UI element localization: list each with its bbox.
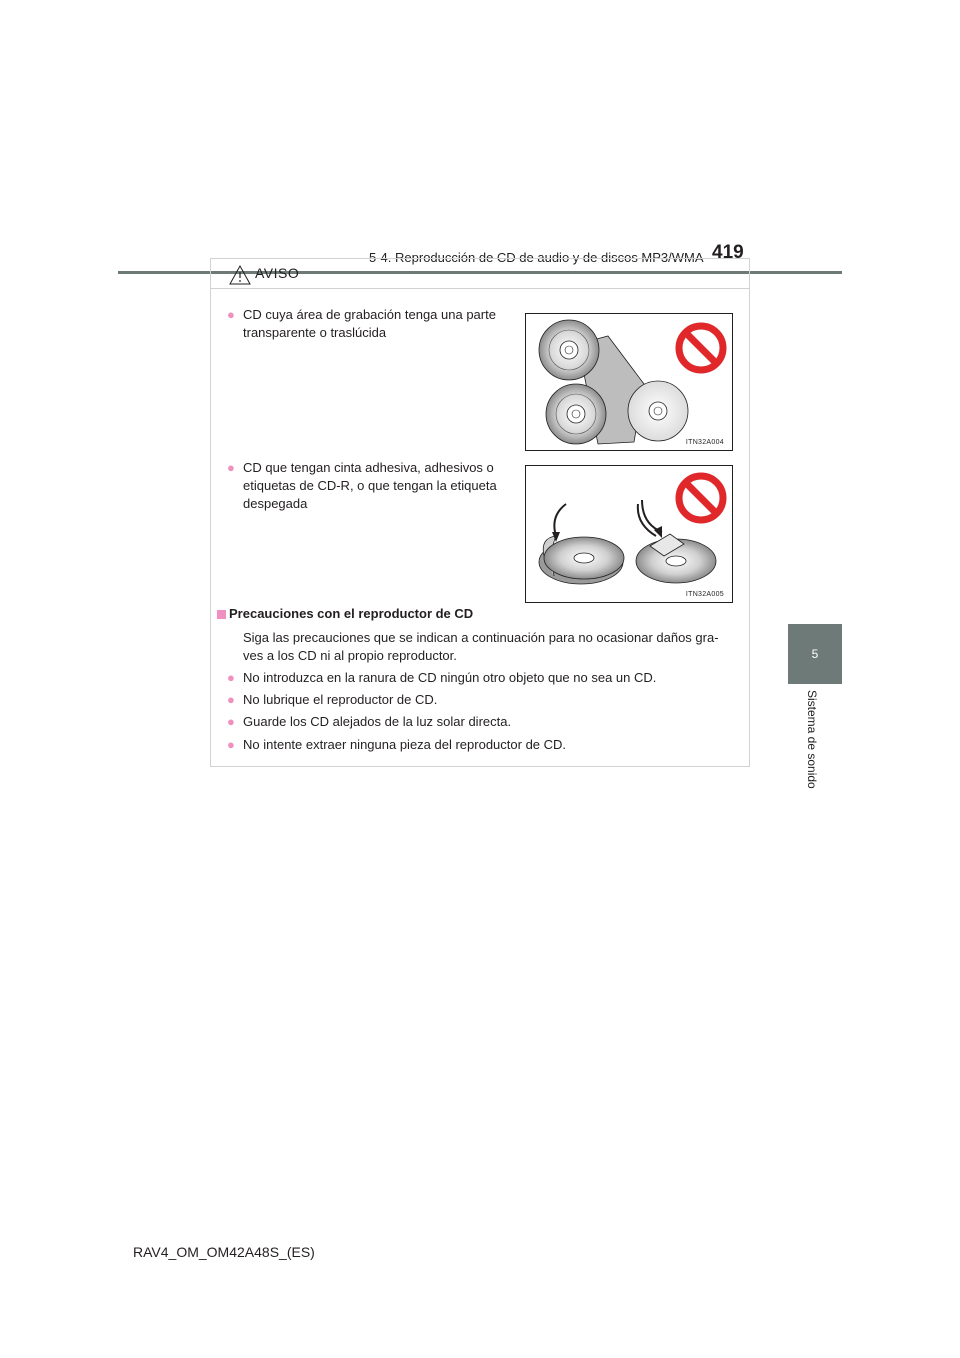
chapter-label: Sistema de sonido [805,690,819,789]
section-title: Precauciones con el reproductor de CD [229,606,474,621]
running-header: 5-4. Reproducción de CD de audio y de discos MP3/WMA [369,250,704,265]
bullet-icon: ● [227,460,235,475]
bullet-icon: ● [227,307,235,322]
figure-code: ITN32A004 [685,439,724,446]
page-number: 419 [712,242,744,263]
bullet-icon: ● [227,737,235,752]
warning-title: AVISO [255,265,300,281]
chapter-tab[interactable] [788,624,842,684]
transparent-cd-illustration [526,314,734,452]
warning-box [210,258,750,767]
adhesive-cd-illustration [526,466,734,604]
prohibited-icon [679,476,723,520]
section-bullet-4: No intente extraer ninguna pieza del reproductor de CD. [243,737,567,752]
figure-transparent-cd [525,313,733,451]
section-bullet-2: No lubrique el reproductor de CD. [243,692,438,707]
prohibited-icon [679,326,723,370]
bullet-icon: ● [227,714,235,729]
warning-header [211,259,749,289]
section-marker [217,610,226,619]
figure-adhesive-cd [525,465,733,603]
warning-item-2-text: CD que tengan cinta adhesiva, adhesivos o etiquetas de CD-R, o que tengan la etiqueta despegada [243,460,497,511]
section-bullet-1: No introduzca en la ranura de CD ningún otro objeto que no sea un CD. [243,670,657,685]
section-intro: Siga las precauciones que se indican a continuación para no ocasionar daños gra- ves a los CD ni al propio reproductor. [243,630,719,663]
warning-item-1-text: CD cuya área de grabación tenga una parte transparente o traslúcida [243,307,496,340]
document-code: RAV4_OM_OM42A48S_(ES) [133,1244,315,1260]
bullet-icon: ● [227,692,235,707]
bullet-icon: ● [227,670,235,685]
section-bullet-3: Guarde los CD alejados de la luz solar directa. [243,714,512,729]
figure-code: ITN32A005 [685,591,724,598]
chapter-number: 5 [811,647,819,661]
warning-triangle-icon [229,265,251,285]
